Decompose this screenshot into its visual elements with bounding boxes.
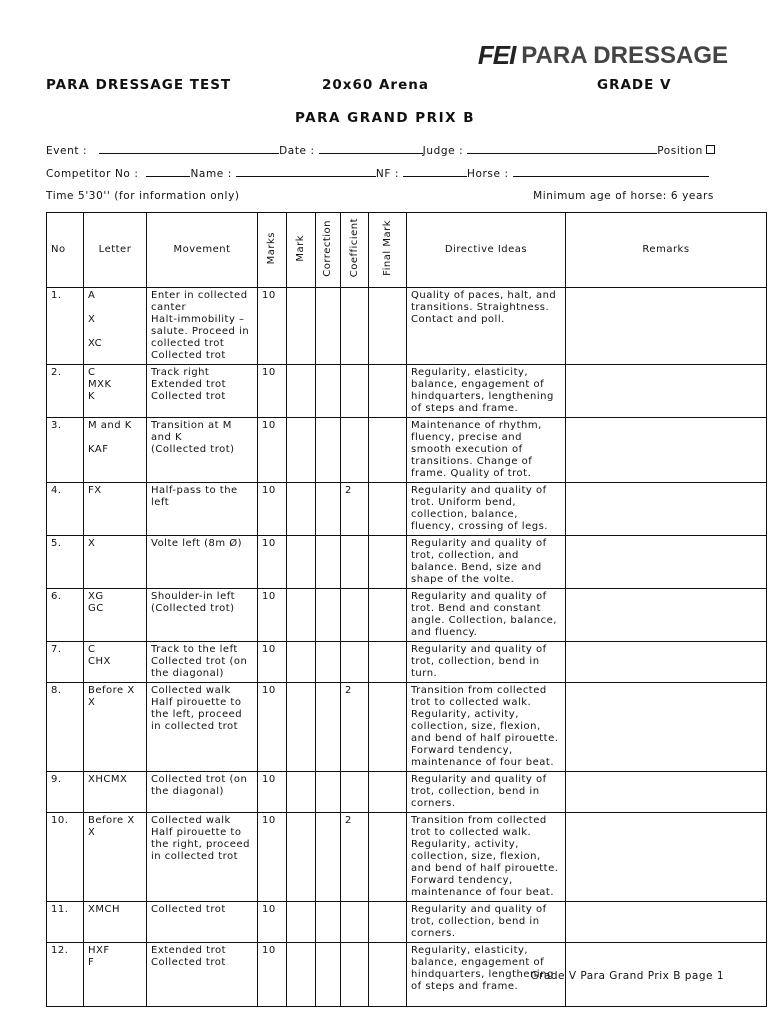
row-directive-ideas: Regularity and quality of trot, collection, bend in turn.: [407, 642, 566, 683]
row-remarks-input[interactable]: [566, 365, 767, 418]
nf-label: NF :: [375, 168, 400, 180]
logo-text: PARA DRESSAGE: [521, 41, 728, 69]
row-correction-input[interactable]: [316, 902, 341, 943]
row-letter: XG GC: [84, 589, 147, 642]
row-final-mark-input[interactable]: [369, 483, 407, 536]
row-final-mark-input[interactable]: [369, 536, 407, 589]
event-label: Event :: [46, 145, 88, 157]
col-marks-label: Marks: [266, 231, 277, 265]
table-row: [47, 902, 767, 943]
row-remarks-input[interactable]: [566, 772, 767, 813]
judge-field[interactable]: [467, 143, 657, 154]
competitor-line: [46, 166, 709, 180]
row-mark-input[interactable]: [287, 365, 316, 418]
row-coefficient: [341, 642, 369, 683]
row-mark-input[interactable]: [287, 943, 316, 1007]
row-marks: 10: [258, 683, 287, 772]
row-no: 11.: [47, 902, 84, 943]
col-mark: [287, 213, 316, 288]
fei-para-dressage-logo: [478, 40, 728, 71]
row-final-mark-input[interactable]: [369, 418, 407, 483]
row-directive-ideas: Regularity and quality of trot, collection, bend in corners.: [407, 902, 566, 943]
row-movement: Volte left (8m Ø): [147, 536, 258, 589]
row-letter: Before X X: [84, 813, 147, 902]
row-final-mark-input[interactable]: [369, 365, 407, 418]
row-letter: M and K KAF: [84, 418, 147, 483]
row-correction-input[interactable]: [316, 483, 341, 536]
row-no: 7.: [47, 642, 84, 683]
table-row: [47, 813, 767, 902]
row-correction-input[interactable]: [316, 589, 341, 642]
row-marks: 10: [258, 288, 287, 365]
row-remarks-input[interactable]: [566, 902, 767, 943]
row-final-mark-input[interactable]: [369, 683, 407, 772]
row-coefficient: [341, 288, 369, 365]
date-field[interactable]: [319, 143, 423, 154]
col-final-mark-label: Final Mark: [381, 220, 393, 276]
row-no: 8.: [47, 683, 84, 772]
table-row: [47, 536, 767, 589]
row-movement: Collected trot: [147, 902, 258, 943]
row-directive-ideas: Quality of paces, halt, and transitions. Straightness. Contact and poll.: [407, 288, 566, 365]
row-correction-input[interactable]: [316, 418, 341, 483]
name-field[interactable]: [236, 166, 376, 177]
row-coefficient: 2: [341, 483, 369, 536]
row-movement: Shoulder-in left (Collected trot): [147, 589, 258, 642]
row-remarks-input[interactable]: [566, 483, 767, 536]
row-coefficient: [341, 536, 369, 589]
row-final-mark-input[interactable]: [369, 642, 407, 683]
row-remarks-input[interactable]: [566, 418, 767, 483]
row-movement: Transition at M and K (Collected trot): [147, 418, 258, 483]
row-no: 12.: [47, 943, 84, 1007]
row-mark-input[interactable]: [287, 772, 316, 813]
grade-title: GRADE V: [597, 77, 672, 93]
test-subtitle: PARA GRAND PRIX B: [295, 110, 475, 126]
row-movement: Track right Extended trot Collected trot: [147, 365, 258, 418]
row-correction-input[interactable]: [316, 288, 341, 365]
row-no: 10.: [47, 813, 84, 902]
row-correction-input[interactable]: [316, 642, 341, 683]
row-movement: Enter in collected canter Halt-immobility – salute. Proceed in collected trot Collected trot: [147, 288, 258, 365]
row-directive-ideas: Regularity and quality of trot, collection, bend in corners.: [407, 772, 566, 813]
row-remarks-input[interactable]: [566, 642, 767, 683]
row-directive-ideas: Regularity and quality of trot. Uniform bend, collection, balance, fluency, crossing of legs.: [407, 483, 566, 536]
row-letter: Before X X: [84, 683, 147, 772]
col-marks: [258, 213, 287, 288]
position-label: Position: [657, 145, 703, 157]
fei-logo-mark: FEI: [477, 40, 516, 70]
row-final-mark-input[interactable]: [369, 902, 407, 943]
row-movement: Extended trot Collected trot: [147, 943, 258, 1007]
row-marks: 10: [258, 813, 287, 902]
event-field[interactable]: [99, 143, 279, 154]
col-directive-ideas: Directive Ideas: [407, 213, 566, 288]
row-directive-ideas: Transition from collected trot to collected walk. Regularity, activity, collection, size, flexion, and bend of half pirouette. Forward tendency, maintenance of four beat.: [407, 683, 566, 772]
row-letter: A X XC: [84, 288, 147, 365]
row-coefficient: [341, 772, 369, 813]
row-marks: 10: [258, 902, 287, 943]
row-letter: X: [84, 536, 147, 589]
row-movement: Track to the left Collected trot (on the diagonal): [147, 642, 258, 683]
row-letter: FX: [84, 483, 147, 536]
row-marks: 10: [258, 589, 287, 642]
position-checkbox[interactable]: [706, 145, 715, 154]
row-final-mark-input[interactable]: [369, 813, 407, 902]
row-marks: 10: [258, 418, 287, 483]
col-final-mark: [369, 213, 407, 288]
row-remarks-input[interactable]: [566, 683, 767, 772]
row-remarks-input[interactable]: [566, 536, 767, 589]
row-final-mark-input[interactable]: [369, 943, 407, 1007]
table-row: [47, 589, 767, 642]
row-mark-input[interactable]: [287, 902, 316, 943]
row-mark-input[interactable]: [287, 288, 316, 365]
row-letter: XHCMX: [84, 772, 147, 813]
col-correction-label: Correction: [322, 219, 333, 277]
row-letter: C MXK K: [84, 365, 147, 418]
row-letter: HXF F: [84, 943, 147, 1007]
arena-title: 20x60 Arena: [322, 77, 429, 93]
row-directive-ideas: Transition from collected trot to collected walk. Regularity, activity, collection, size, flexion, and bend of half pirouette. Forward tendency, maintenance of four beat.: [407, 813, 566, 902]
row-mark-input[interactable]: [287, 483, 316, 536]
table-header: [47, 213, 767, 288]
test-title: PARA DRESSAGE TEST: [46, 77, 232, 93]
row-movement: Half-pass to the left: [147, 483, 258, 536]
row-no: 5.: [47, 536, 84, 589]
row-coefficient: [341, 943, 369, 1007]
row-remarks-input[interactable]: [566, 589, 767, 642]
row-movement: Collected trot (on the diagonal): [147, 772, 258, 813]
col-remarks: Remarks: [566, 213, 767, 288]
row-letter: XMCH: [84, 902, 147, 943]
row-marks: 10: [258, 483, 287, 536]
row-directive-ideas: Regularity and quality of trot. Bend and constant angle. Collection, balance, and fluency.: [407, 589, 566, 642]
col-no: No: [47, 213, 84, 288]
row-marks: 10: [258, 365, 287, 418]
horse-field[interactable]: [513, 166, 709, 177]
row-directive-ideas: Maintenance of rhythm, fluency, precise and smooth execution of transitions. Change of frame. Quality of trot.: [407, 418, 566, 483]
row-no: 4.: [47, 483, 84, 536]
name-label: Name :: [190, 168, 232, 180]
judge-label: Judge :: [422, 145, 464, 157]
row-mark-input[interactable]: [287, 418, 316, 483]
row-letter: C CHX: [84, 642, 147, 683]
row-correction-input[interactable]: [316, 536, 341, 589]
competitor-field[interactable]: [146, 166, 190, 177]
col-movement: Movement: [147, 213, 258, 288]
dressage-score-table: [46, 212, 767, 1007]
row-marks: 10: [258, 943, 287, 1007]
col-coefficient: [341, 213, 369, 288]
nf-field[interactable]: [403, 166, 467, 177]
row-directive-ideas: Regularity, elasticity, balance, engagement of hindquarters, lengthening of steps and frame.: [407, 365, 566, 418]
row-mark-input[interactable]: [287, 589, 316, 642]
table-row: [47, 642, 767, 683]
col-letter: Letter: [84, 213, 147, 288]
row-marks: 10: [258, 642, 287, 683]
row-directive-ideas: Regularity, elasticity, balance, engagement of hindquarters, lengthening of steps and frame.: [407, 943, 566, 1007]
table-row: [47, 418, 767, 483]
page-footer: Grade V Para Grand Prix B page 1: [530, 970, 724, 982]
row-correction-input[interactable]: [316, 943, 341, 1007]
row-coefficient: 2: [341, 683, 369, 772]
row-correction-input[interactable]: [316, 683, 341, 772]
min-age-note: Minimum age of horse: 6 years: [533, 190, 714, 202]
table-row: [47, 772, 767, 813]
row-coefficient: 2: [341, 813, 369, 902]
event-line: [46, 143, 715, 157]
row-movement: Collected walk Half pirouette to the right, proceed in collected trot: [147, 813, 258, 902]
row-no: 1.: [47, 288, 84, 365]
row-no: 6.: [47, 589, 84, 642]
row-correction-input[interactable]: [316, 365, 341, 418]
row-directive-ideas: Regularity and quality of trot, collection, and balance. Bend, size and shape of the volte.: [407, 536, 566, 589]
table-row: [47, 288, 767, 365]
row-movement: Collected walk Half pirouette to the left, proceed in collected trot: [147, 683, 258, 772]
row-no: 9.: [47, 772, 84, 813]
row-marks: 10: [258, 772, 287, 813]
row-correction-input[interactable]: [316, 813, 341, 902]
time-note: Time 5'30'' (for information only): [46, 190, 240, 202]
row-coefficient: [341, 589, 369, 642]
row-mark-input[interactable]: [287, 642, 316, 683]
row-mark-input[interactable]: [287, 813, 316, 902]
date-label: Date :: [279, 145, 315, 157]
competitor-label: Competitor No :: [46, 168, 139, 180]
row-final-mark-input[interactable]: [369, 288, 407, 365]
col-mark-label: Mark: [295, 234, 306, 262]
horse-label: Horse :: [466, 168, 509, 180]
table-row: [47, 483, 767, 536]
col-correction: [316, 213, 341, 288]
row-remarks-input[interactable]: [566, 288, 767, 365]
row-marks: 10: [258, 536, 287, 589]
row-coefficient: [341, 418, 369, 483]
row-final-mark-input[interactable]: [369, 772, 407, 813]
row-coefficient: [341, 365, 369, 418]
row-final-mark-input[interactable]: [369, 589, 407, 642]
row-mark-input[interactable]: [287, 536, 316, 589]
row-remarks-input[interactable]: [566, 813, 767, 902]
table-row: [47, 683, 767, 772]
row-no: 3.: [47, 418, 84, 483]
row-correction-input[interactable]: [316, 772, 341, 813]
row-no: 2.: [47, 365, 84, 418]
row-coefficient: [341, 902, 369, 943]
table-row: [47, 365, 767, 418]
row-mark-input[interactable]: [287, 683, 316, 772]
col-coefficient-label: Coefficient: [348, 218, 360, 278]
